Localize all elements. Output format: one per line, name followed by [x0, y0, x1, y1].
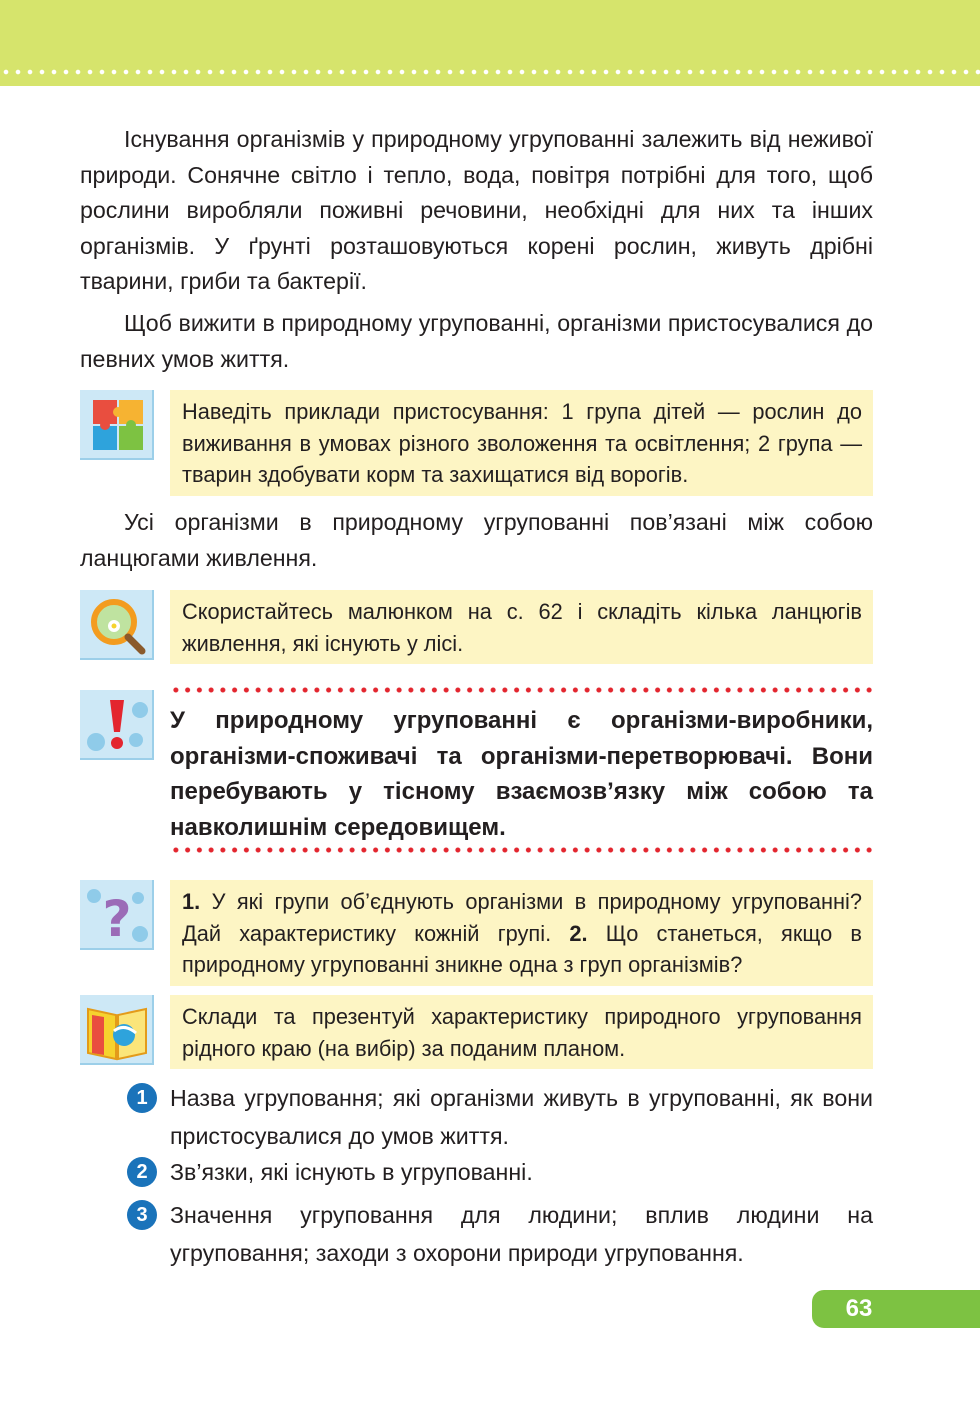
step-text: Значення угруповання для людини; вплив людини на угруповання; заходи з охорони природи угруповання.	[170, 1202, 873, 1266]
magnifier-icon	[80, 590, 154, 660]
key-fact-text: У природному угрупованні є організми-виробники, організми-споживачі та організми-перетворювачі. Вони перебувають у тісному взаємозв’язку між собою та навколишнім середовищем.	[170, 707, 873, 841]
question-2-text: Що станеться, якщо в природному угрупованні зникне одна з груп організмів?	[182, 920, 862, 977]
step-number-badge: 2	[127, 1157, 157, 1187]
group-task-box: Наведіть приклади пристосування: 1 група дітей — рослин до виживання в умовах різного зволоження та освітлення; 2 група — тварин здобувати корм та захищатися від ворогів.	[170, 390, 873, 496]
question-1-number: 1.	[182, 889, 201, 914]
adaptation-paragraph: Щоб вижити в природному угрупованні, організми пристосувалися до певних умов життя.	[80, 310, 873, 372]
question-1-text: У які групи об’єднують організми в природному угрупованні? Дай характеристику кожній групі.	[182, 889, 862, 946]
step-text: Зв’язки, які існують в угрупованні.	[170, 1159, 533, 1185]
header-dots-divider	[0, 68, 980, 76]
puzzle-icon	[80, 390, 154, 460]
step-text: Назва угруповання; які організми живуть в угрупованні, як вони пристосувалися до умов життя.	[170, 1085, 873, 1149]
questions-box	[170, 880, 873, 986]
page-number: 63	[845, 1295, 873, 1322]
step-number-badge: 1	[127, 1083, 157, 1113]
step-number-badge: 3	[127, 1200, 157, 1230]
exclamation-icon	[80, 690, 154, 760]
key-fact-top-divider	[170, 686, 875, 694]
question-icon	[80, 880, 154, 950]
picture-task-box: Скористайтесь малюнком на с. 62 і складіть кілька ланцюгів живлення, які існують у лісі.	[170, 590, 873, 664]
svg-text:?: ?	[102, 890, 132, 948]
key-fact-bottom-divider	[170, 846, 875, 854]
food-chain-paragraph: Усі організми в природному угрупованні пов’язані між собою ланцюгами живлення.	[80, 509, 873, 571]
book-icon	[80, 995, 154, 1065]
question-2-number: 2.	[569, 920, 588, 946]
project-task-box: Склади та презентуй характеристику природного угруповання рідного краю (на вибір) за поданим планом.	[170, 995, 873, 1069]
page-number-tab	[812, 1290, 980, 1328]
intro-paragraph: Існування організмів у природному угрупованні залежить від неживої природи. Сонячне світло і тепло, вода, повітря потрібні для того, щоб рослини виробляли поживні речовини, необхідні для них та інших організмів. У ґрунті розташовуються корені рослин, живуть дрібні тварини, гриби та бактерії.	[80, 126, 873, 294]
